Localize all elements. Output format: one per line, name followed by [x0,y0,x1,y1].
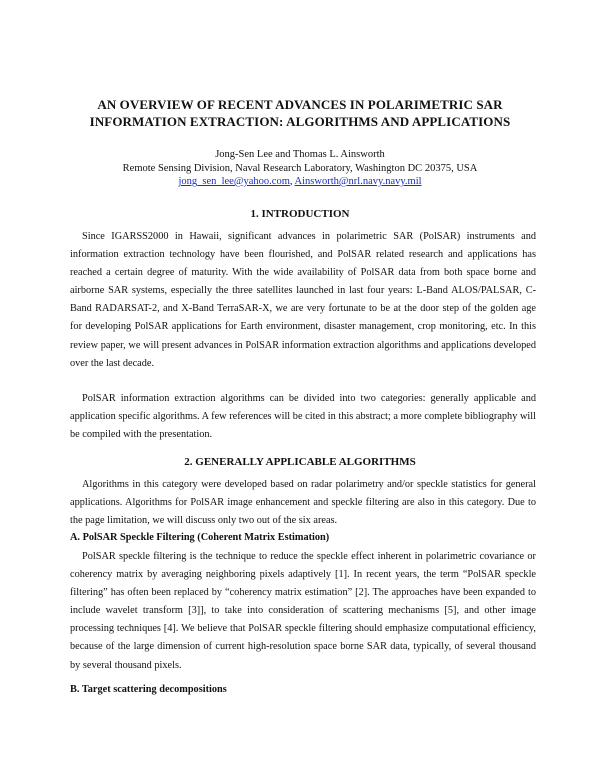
speckle-filtering-paragraph: PolSAR speckle filtering is the technique to reduce the speckle effect inherent in polarimetric covariance or coherency matrix by averaging neighboring pixels adaptively [1]. In recent years, the term “PolSAR speckle filtering” has often been replaced by “coherency matrix estimation” [2]. The approaches have been expanded to include wavelet transform [3]], to take into consideration of scattering mechanisms [5], and other image processing techniques [4]. We believe that PolSAR speckle filtering should emphasize computational efficiency, because of the large dimension of current high-resolution space borne SAR data, typically, of several thousand by several thousand pixels. [70,551,536,671]
subsection-heading-speckle-filtering: A. PolSAR Speckle Filtering (Coherent Matrix Estimation) [70,532,330,543]
author-names: Jong-Sen Lee and Thomas L. Ainsworth [215,149,385,160]
intro-paragraph-1: Since IGARSS2000 in Hawaii, significant advances in polarimetric SAR (PolSAR) instruments and information extraction technology have been flourished, and PolSAR related research and applications has reached a certain degree of maturity. With the wide availability of PolSAR data from both space borne and airborne SAR systems, especially the three satellites launched in last four years: L-Band ALOS/PALSAR, C-Band RADARSAT-2, and X-Band TerraSAR-X, we are very fortunate to be at the door step of the golden age for developing PolSAR applications for Earth environment, disaster management, crop monitoring, etc. In this review paper, we will present advances in PolSAR information extraction algorithms and applications developed over the last decade. [70,231,536,369]
title-line-2: INFORMATION EXTRACTION: ALGORITHMS AND APPLICATIONS [89,114,511,129]
author-affiliation: Remote Sensing Division, Naval Research Laboratory, Washington DC 20375, USA [122,162,478,174]
title-line-1: AN OVERVIEW OF RECENT ADVANCES IN POLARIMETRIC SAR [97,97,503,112]
general-paragraph-1: Algorithms in this category were developed based on radar polarimetry and/or speckle statistics for general applications. Algorithms for PolSAR image enhancement and speckle filtering are also in this category. Due to the page limitation, we will discuss only two out of the six areas. [70,479,536,527]
paper-title [60,96,540,130]
section-heading-general-algorithms: 2. GENERALLY APPLICABLE ALGORITHMS [184,456,416,468]
intro-paragraph-2: PolSAR information extraction algorithms can be divided into two categories: generally applicable and application specific algorithms. A few references will be cited in this abstract; a more complete bibliography will be compiled with the presentation. [70,393,536,441]
section-heading-introduction: 1. INTRODUCTION [250,208,350,220]
author-emails [60,175,540,189]
author-block [60,148,540,189]
email-link-ainsworth[interactable]: Ainsworth@nrl.navy.navy.mil [294,176,422,187]
email-separator: , [289,176,295,187]
subsection-heading-target-decompositions: B. Target scattering decompositions [70,684,227,695]
email-link-lee[interactable]: jong_sen_lee@yahoo.com [178,176,290,187]
